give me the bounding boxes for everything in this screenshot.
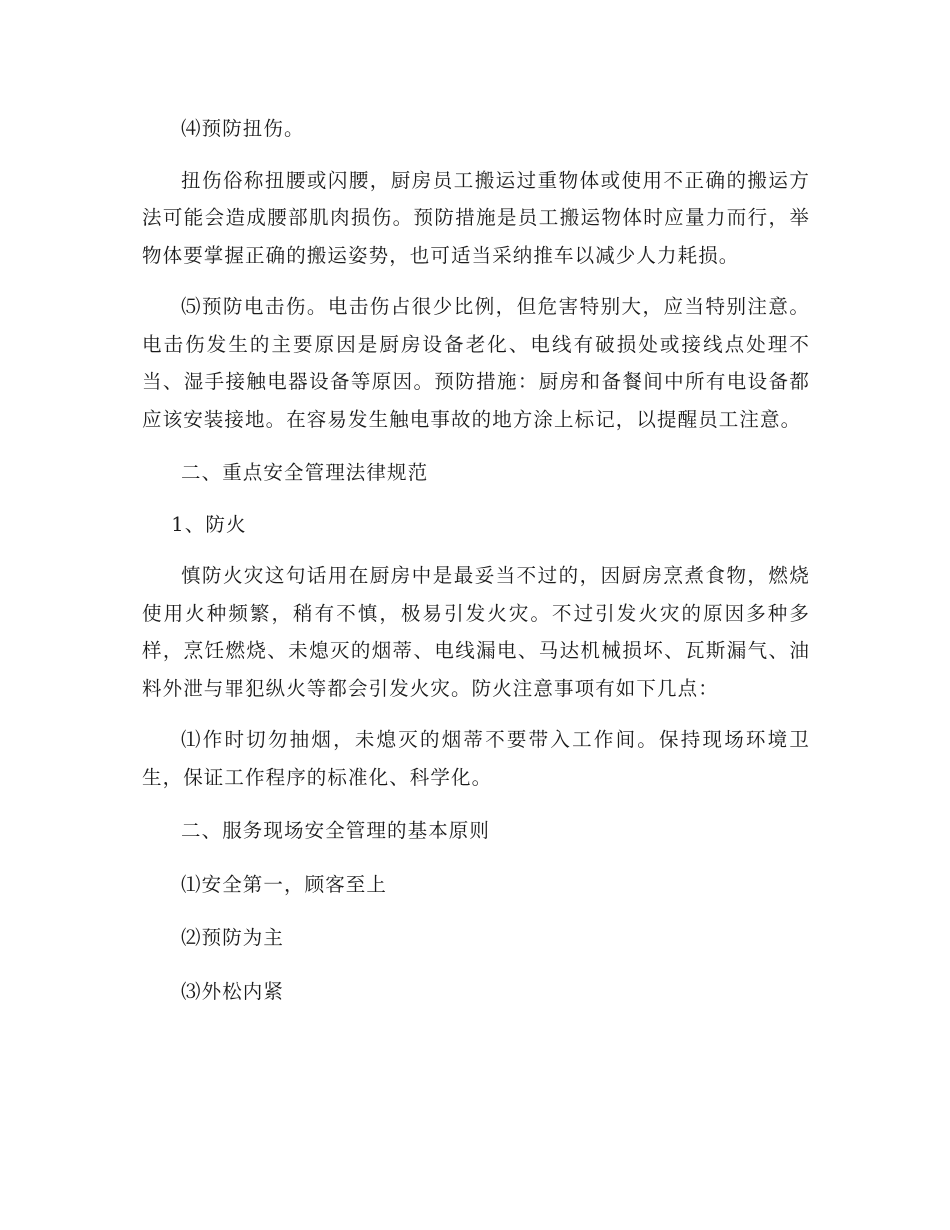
- principle-item-2: ⑵预防为主: [181, 926, 285, 949]
- document-page: [142, 110, 810, 1010]
- paragraph-fire-prevention: 慎防火灾这句话用在厨房中是最妥当不过的，因厨房烹煮食物，燃烧使用火种频繁，稍有不慎，极易引发火灾。不过引发火灾的原因多种多样，烹饪燃烧、未熄灭的烟蒂、电线漏电、马达机械损坏、瓦斯漏气、油料外泄与罪犯纵火等都会引发火灾。防火注意事项有如下几点：: [142, 564, 810, 700]
- principle-item-1: ⑴安全第一，顾客至上: [181, 872, 388, 896]
- paragraph-sprain-body: 扭伤俗称扭腰或闪腰，厨房员工搬运过重物体或使用不正确的搬运方法可能会造成腰部肌肉损伤。预防措施是员工搬运物体时应量力而行，举物体要掌握正确的搬运姿势，也可适当采纳推车以减少人力耗损。: [142, 168, 810, 267]
- paragraph-no-smoking: ⑴作时切勿抽烟，未熄灭的烟蒂不要带入工作间。保持现场环境卫生，保证工作程序的标准化、科学化。: [142, 728, 810, 789]
- principle-item-3: ⑶外松内紧: [181, 979, 285, 1003]
- paragraph-electric-shock: ⑸预防电击伤。电击伤占很少比例，但危害特别大，应当特别注意。电击伤发生的主要原因是厨房设备老化、电线有破损处或接线点处理不当、湿手接触电器设备等原因。预防措施：厨房和备餐间中所有电设备都应该安装接地。在容易发生触电事故的地方涂上标记，以提醒员工注意。: [142, 295, 810, 431]
- paragraph-sprain-heading: ⑷预防扭伤。: [181, 117, 305, 140]
- section-heading-legal-norms: 二、重点安全管理法律规范: [181, 461, 429, 484]
- subheading-fire-prevention: 1、防火: [171, 512, 247, 536]
- section-heading-basic-principles: 二、服务现场安全管理的基本原则: [181, 819, 491, 842]
